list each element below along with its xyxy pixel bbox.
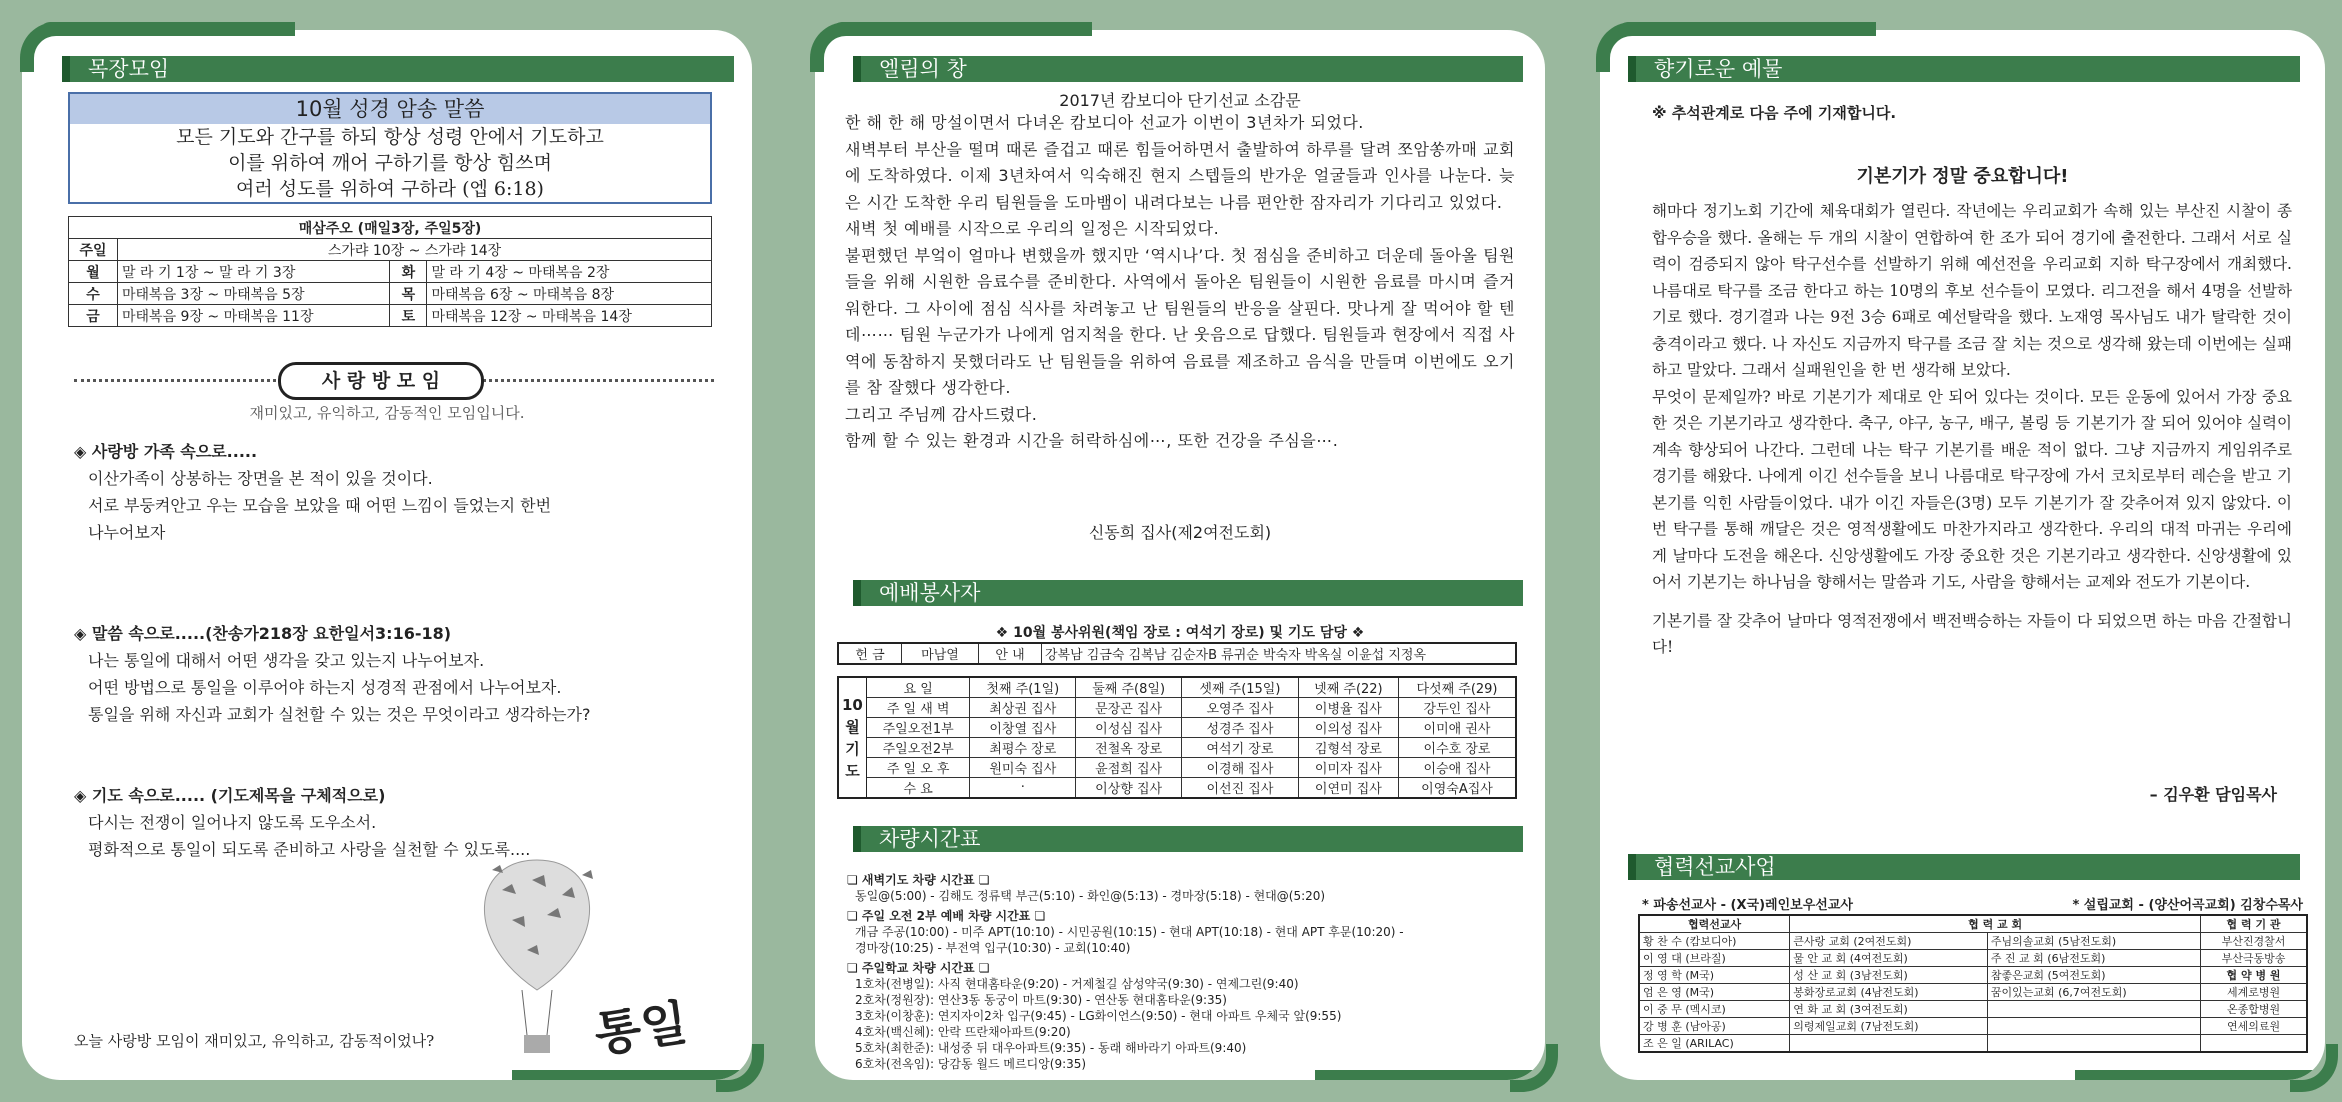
- verse-line: 여러 성도를 위하여 구하라 (엡 6:18): [236, 178, 544, 200]
- column-header: 셋째 주(15일): [1182, 677, 1299, 698]
- table-cell: 엄 은 영 (M국): [1639, 984, 1790, 1001]
- bus-block-title: ❏ 새벽기도 차량 시간표 ❏: [847, 873, 990, 887]
- table-cell: 이미자 집사: [1298, 758, 1398, 778]
- section-header-bus: [853, 826, 1523, 852]
- reading-day: 월: [69, 261, 118, 283]
- section-title: 향기로운 예물: [1654, 57, 1783, 81]
- decorative-bar: [832, 22, 1092, 36]
- section-header-offering: [1628, 56, 2300, 82]
- section-title: 협력선교사업: [1654, 855, 1776, 879]
- essay-signature: – 김우환 담임목사: [2149, 785, 2277, 804]
- table-row: [838, 758, 1516, 778]
- meeting-subtitle: 재미있고, 유익하고, 감동적인 모임입니다.: [249, 404, 525, 422]
- table-cell: 주 진 교 회 (6남전도회): [1987, 950, 2200, 967]
- verse-line: 모든 기도와 간구를 하되 항상 성령 안에서 기도하고: [176, 126, 604, 148]
- table-cell: 꿈이있는교회 (6,7여전도회): [1987, 984, 2200, 1001]
- item-heading: ◈ 기도 속으로..... (기도제목을 구체적으로): [74, 786, 386, 805]
- table-cell: 성경주 집사: [1182, 718, 1299, 738]
- bible-reading-table: [68, 216, 712, 327]
- bus-line: 2호차(정원장): 연산3동 동궁이 마트(9:30) - 연산동 현대홈타운(9:35): [855, 993, 1227, 1007]
- table-cell: 이 영 대 (브라질): [1639, 950, 1790, 967]
- table-row: [1639, 967, 2307, 984]
- article-paragraph: 함께 할 수 있는 환경과 시간을 허락하심에⋯, 또한 건강을 주심을⋯.: [845, 431, 1339, 450]
- offering-value: 마남열: [902, 643, 979, 664]
- table-cell: 정 영 학 (M국): [1639, 967, 1790, 984]
- bus-line: 4호차(백신혜): 안락 뜨란채아파트(9:20): [855, 1025, 1071, 1039]
- essay-body: [1652, 198, 2292, 661]
- table-cell: 이창열 집사: [970, 718, 1076, 738]
- bus-line: 3호차(이창훈): 연지자이2차 입구(9:45) - LG화이언스(9:50) - 현대 아파트 우체국 앞(9:55): [855, 1009, 1342, 1023]
- bus-block-title: ❏ 주일 오전 2부 예배 차량 시간표 ❏: [847, 909, 1046, 923]
- table-cell: 주일오전2부: [866, 738, 970, 758]
- offering-label: 헌 금: [838, 643, 902, 664]
- table-cell: ·: [970, 778, 1076, 799]
- column-header: 협 력 교 회: [1790, 915, 2201, 933]
- section-header-elim: [853, 56, 1523, 82]
- panel-elim-window: [815, 30, 1545, 1080]
- reading-day: 수: [69, 283, 118, 305]
- essay-paragraph: 해마다 정기노회 기간에 체육대회가 열린다. 작년에는 우리교회가 속해 있는 부산진 시찰이 종합우승을 했다. 올해는 두 개의 시찰이 연합하여 한 조가 되어 경기에 출전한다. 그래서 서로 실력이 검증되지 않아 탁구선수를 선발하기 위해 예선전을 우리교회 지하 탁구장에서 개최했다. 나름대로 탁구를 조금 한다고 하는 10명의 후보 선수들이 모였다. 리그전을 해서 4명을 선발하기로 했다. 경기결과 나는 9전 3승 6패로 예선탈락을 했다. 노재영 목사님도 내가 탈락한 것이 충격이라고 했다. 나 자신도 지금까지 탁구를 조금 잘 치는 것으로 생각해 왔는데 이번에는 실패하고 말았다. 그래서 실패원인을 한 번 생각해 보았다.: [1652, 202, 2292, 379]
- corner-decoration: [716, 1044, 764, 1092]
- table-row: [1639, 984, 2307, 1001]
- bus-line: 5호차(최한준): 내성중 뒤 대우아파트(9:35) - 동래 해바라기 아파트(9:40): [855, 1041, 1247, 1055]
- bus-line: 동일@(5:00) - 김해도 정류택 부근(5:10) - 화인@(5:13) - 경마장(5:18) - 현대@(5:20): [855, 889, 1326, 903]
- table-row: [1639, 1018, 2307, 1035]
- reading-range: 말 라 기 4장 ~ 마태복음 2장: [427, 261, 712, 283]
- article-paragraph: 그리고 주님께 감사드렸다.: [845, 404, 1038, 424]
- table-row: [838, 698, 1516, 718]
- table-row: [838, 738, 1516, 758]
- table-cell: 이수호 장로: [1398, 738, 1516, 758]
- table-cell: 주일오전1부: [866, 718, 970, 738]
- article-body: [845, 110, 1515, 455]
- meeting-title-badge: [278, 362, 484, 400]
- table-row: [1639, 1001, 2307, 1018]
- verse-line: 이를 위하여 깨어 구하기를 항상 힘쓰며: [228, 152, 552, 174]
- offering-value: 강복남 김금숙 김복남 김순자B 류귀순 박숙자 박옥실 이윤섭 지정옥: [1042, 643, 1517, 664]
- table-row: [1639, 933, 2307, 950]
- unification-calligraphy: 통일: [591, 994, 691, 1064]
- decorative-bar: [1618, 22, 1876, 36]
- section-title: 예배봉사자: [879, 581, 981, 605]
- table-cell: 강두인 집사: [1398, 698, 1516, 718]
- table-cell: 주 일 새 벽: [866, 698, 970, 718]
- table-cell: [1987, 1035, 2200, 1053]
- column-header: 협 력 기 관: [2201, 915, 2307, 933]
- meeting-title: 사 랑 방 모 임: [321, 370, 441, 392]
- table-cell: 최상권 집사: [970, 698, 1076, 718]
- table-cell: 여석기 장로: [1182, 738, 1299, 758]
- bus-line: 1호차(전병일): 사직 현대홈타운(9:20) - 거제철길 삼성약국(9:30) - 연제그린(9:40): [855, 977, 1299, 991]
- table-row: [838, 718, 1516, 738]
- reading-day: 목: [390, 283, 427, 305]
- table-cell: 강 병 훈 (남아공): [1639, 1018, 1790, 1035]
- table-cell: 의령제일교회 (7남전도회): [1790, 1018, 1988, 1035]
- item-line: 서로 부둥켜안고 우는 모습을 보았을 때 어떤 느낌이 들었는지 한번: [88, 496, 552, 515]
- decorative-bar: [40, 22, 295, 36]
- table-cell: 이의성 집사: [1298, 718, 1398, 738]
- reading-day: 주일: [69, 239, 118, 261]
- table-cell: 부산진경찰서: [2201, 933, 2307, 950]
- essay-title: 기본기가 정말 중요합니다!: [1856, 166, 2069, 187]
- table-cell: 원미숙 집사: [970, 758, 1076, 778]
- essay-paragraph: 기본기를 잘 갖추어 날마다 영적전쟁에서 백전백승하는 자들이 다 되었으면 하는 마음 간절합니다!: [1652, 611, 2292, 656]
- reading-range: 스가랴 10장 ~ 스가랴 14장: [118, 239, 712, 261]
- table-cell: 이병율 집사: [1298, 698, 1398, 718]
- corner-decoration: [1510, 1044, 1558, 1092]
- article-paragraph: 한 해 한 해 망설이면서 다녀온 캄보디아 선교가 이번이 3년차가 되었다.: [845, 113, 1364, 132]
- item-line: 이산가족이 상봉하는 장면을 본 적이 있을 것이다.: [88, 469, 433, 488]
- reading-day: 토: [390, 305, 427, 327]
- table-cell: 봉화장로교회 (4남전도회): [1790, 984, 1988, 1001]
- article-paragraph: 불편했던 부엌이 얼마나 변했을까 했지만 ‘역시나’다. 첫 점심을 준비하고 더운데 돌아올 팀원들을 위해 시원한 음료수를 준비한다. 사역에서 돌아온 팀원들이 시원한 음료를 마시며 즐거워한다. 그 사이에 점심 식사를 차려놓고 난 팀원들의 반응을 살핀다. 맛나게 잘 먹어야 할 텐데⋯⋯ 팀원 누군가가 나에게 엄지척을 한다. 난 웃음으로 답했다. 팀원들과 현장에서 직접 사역에 동참하지 못했더라도 난 팀원들을 위하여 음료를 제조하고 음식을 만들며 이번에도 오기를 참 잘했다 생각한다.: [845, 245, 1515, 397]
- bus-line: 6호차(전옥임): 당감동 월드 메르디앙(9:35): [855, 1057, 1087, 1071]
- column-header: 협력선교사: [1639, 915, 1790, 933]
- table-cell: 이성심 집사: [1076, 718, 1182, 738]
- reading-range: 마태복음 9장 ~ 마태복음 11장: [118, 305, 390, 327]
- table-cell: 참좋은교회 (5여전도회): [1987, 967, 2200, 984]
- footer-question: 오늘 사랑방 모임이 재미있고, 유익하고, 감동적이었나?: [74, 1032, 435, 1050]
- panel-cell-group: [22, 30, 752, 1080]
- table-cell: 최평수 장로: [970, 738, 1076, 758]
- decorative-bar: [2075, 1070, 2325, 1080]
- item-line: 나누어보자: [88, 523, 166, 542]
- offering-notice: ※ 추석관계로 다음 주에 기재합니다.: [1652, 104, 1897, 122]
- table-cell: 이경해 집사: [1182, 758, 1299, 778]
- section-title: 차량시간표: [879, 827, 981, 851]
- reading-title: 매삼주오 (매일3장, 주일5장): [69, 217, 712, 239]
- table-cell: 연세의료원: [2201, 1018, 2307, 1035]
- essay-paragraph: 무엇이 문제일까? 바로 기본기가 제대로 안 되어 있다는 것이다. 모든 운동에 있어서 가장 중요한 것은 기본기라고 생각한다. 축구, 야구, 농구, 배구, 볼링 등 기본기가 잘 되어 있어야 실력이 계속 향상되어 나간다. 그런데 나는 탁구 기본기를 배운 적이 없다. 그냥 지금까지 게임위주로 경기를 해왔다. 나에게 이긴 선수들을 보니 나름대로 탁구장에 가서 코치로부터 레슨을 받고 기본기를 익힌 사람들이었다. 내가 이긴 자들은(3명) 모두 기본기가 잘 갖추어져 있지 않았다. 이번 탁구를 통해 깨달은 것은 영적생활에도 마찬가지라고 생각한다. 우리의 대적 마귀는 우리에게 날마다 도전을 해온다. 신앙생활에도 가장 중요한 것은 기본기라고 생각한다. 신앙생활에 있어서 기본기는 하나님을 향해서는 말씀과 기도, 사람을 향해서는 교제와 전도가 기본이다.: [1652, 387, 2292, 591]
- table-cell: 세계로병원: [2201, 984, 2307, 1001]
- discussion-section: [74, 620, 734, 728]
- table-cell: 전철옥 장로: [1076, 738, 1182, 758]
- reading-range: 마태복음 3장 ~ 마태복음 5장: [118, 283, 390, 305]
- section-header-coop: [1628, 854, 2300, 880]
- month-label: 10월기도: [838, 677, 866, 798]
- table-cell: [1790, 1035, 1988, 1053]
- table-cell: 윤점희 집사: [1076, 758, 1182, 778]
- table-cell: 문장곤 집사: [1076, 698, 1182, 718]
- column-header: 첫째 주(1일): [970, 677, 1076, 698]
- reading-range: 마태복음 6장 ~ 마태복음 8장: [427, 283, 712, 305]
- missionary-caption: * 파송선교사 - (X국)레인보우선교사: [1642, 898, 1853, 913]
- reading-day: 금: [69, 305, 118, 327]
- prayer-schedule-table: [837, 676, 1517, 799]
- table-row: [1639, 1035, 2307, 1053]
- item-line: 통일을 위해 자신과 교회가 실천할 수 있는 것은 무엇이라고 생각하는가?: [88, 705, 591, 724]
- table-cell: 이영숙A집사: [1398, 778, 1516, 799]
- bus-line: 개금 주공(10:00) - 미주 APT(10:10) - 시민공원(10:15) - 현대 APT(10:18) - 현대 APT 후문(10:20) -: [855, 925, 1404, 939]
- item-line: 나는 통일에 대해서 어떤 생각을 갖고 있는지 나누어보자.: [88, 651, 485, 670]
- cooperation-table: [1638, 914, 2308, 1053]
- worship-header: ❖ 10월 봉사위원(책임 장로 : 여석기 장로) 및 기도 담당 ❖: [995, 625, 1365, 641]
- table-cell: 성 산 교 회 (3남전도회): [1790, 967, 1988, 984]
- table-cell: 큰사랑 교회 (2여전도회): [1790, 933, 1988, 950]
- table-cell: 이미애 권사: [1398, 718, 1516, 738]
- article-paragraph: 새벽부터 부산을 떨며 때론 즐겁고 때론 힘들어하면서 출발하여 하루를 달려 쪼암쏭까매 교회에 도착하였다. 이제 3년차여서 익숙해진 현지 스텝들의 반가운 얼굴들과 인사를 나눈다. 늦은 시간 도착한 우리 팀원들을 도마뱀이 내려다보는 나름 편안한 잠자리가 기다리고 있었다.: [845, 139, 1515, 212]
- column-header: 다섯째 주(29): [1398, 677, 1516, 698]
- table-row: [838, 778, 1516, 799]
- column-header: 넷째 주(22): [1298, 677, 1398, 698]
- corner-decoration: [2290, 1044, 2338, 1092]
- table-cell: 이상향 집사: [1076, 778, 1182, 799]
- table-cell: 협 약 병 원: [2201, 967, 2307, 984]
- section-title: 목장모임: [88, 57, 170, 81]
- article-author: 신동희 집사(제2여전도회): [1088, 523, 1272, 542]
- table-cell: 온종합병원: [2201, 1001, 2307, 1018]
- table-cell: [1987, 1018, 2200, 1035]
- table-cell: 김형석 장로: [1298, 738, 1398, 758]
- section-header-worship: [853, 580, 1523, 606]
- item-heading: ◈ 말씀 속으로.....(찬송가218장 요한일서3:16-18): [74, 624, 452, 643]
- reading-range: 마태복음 12장 ~ 마태복음 14장: [427, 305, 712, 327]
- table-cell: 연 화 교 회 (3여전도회): [1790, 1001, 1988, 1018]
- memory-verse-box: [68, 92, 712, 204]
- church-caption: * 설립교회 - (양산어곡교회) 김창수목사: [2072, 898, 2303, 913]
- table-cell: 수 요: [866, 778, 970, 799]
- item-line: 다시는 전쟁이 일어나지 않도록 도우소서.: [88, 813, 377, 832]
- offering-label: 안 내: [979, 643, 1042, 664]
- offering-table: [837, 642, 1517, 665]
- table-cell: 이승애 집사: [1398, 758, 1516, 778]
- column-header: 둘째 주(8일): [1076, 677, 1182, 698]
- reading-range: 말 라 기 1장 ~ 말 라 기 3장: [118, 261, 390, 283]
- table-cell: 이 중 무 (멕시코): [1639, 1001, 1790, 1018]
- reading-day: 화: [390, 261, 427, 283]
- bus-line: 경마장(10:25) - 부전역 입구(10:30) - 교회(10:40): [855, 941, 1131, 955]
- section-title: 엘림의 창: [879, 57, 967, 81]
- table-cell: 물 안 교 회 (4여전도회): [1790, 950, 1988, 967]
- verse-title: 10월 성경 암송 말씀: [70, 94, 710, 124]
- table-cell: [1987, 1001, 2200, 1018]
- table-cell: 주님의솔교회 (5남전도회): [1987, 933, 2200, 950]
- table-cell: 조 은 일 (ARILAC): [1639, 1035, 1790, 1053]
- article-paragraph: 새벽 첫 예배를 시작으로 우리의 일정은 시작되었다.: [845, 219, 1220, 238]
- table-cell: 이선진 집사: [1182, 778, 1299, 799]
- item-line: 평화적으로 통일이 되도록 준비하고 사랑을 실천할 수 있도록....: [88, 840, 531, 859]
- bus-block-title: ❏ 주일학교 차량 시간표 ❏: [847, 961, 990, 975]
- item-line: 어떤 방법으로 통일을 이루어야 하는지 성경적 관점에서 나누어보자.: [88, 678, 562, 697]
- table-row: [1639, 950, 2307, 967]
- section-header-cell-group: [62, 56, 734, 82]
- panel-offering: [1600, 30, 2325, 1080]
- table-cell: 부산극동방송: [2201, 950, 2307, 967]
- discussion-section: [74, 438, 714, 546]
- table-cell: 오영주 집사: [1182, 698, 1299, 718]
- article-title: 2017년 캄보디아 단기선교 소감문: [1059, 91, 1301, 110]
- bus-schedule: [847, 872, 1517, 1072]
- column-header: 요 일: [866, 677, 970, 698]
- item-heading: ◈ 사랑방 가족 속으로.....: [74, 442, 258, 461]
- table-cell: 황 찬 수 (캄보디아): [1639, 933, 1790, 950]
- table-cell: 주 일 오 후: [866, 758, 970, 778]
- table-cell: 이연미 집사: [1298, 778, 1398, 799]
